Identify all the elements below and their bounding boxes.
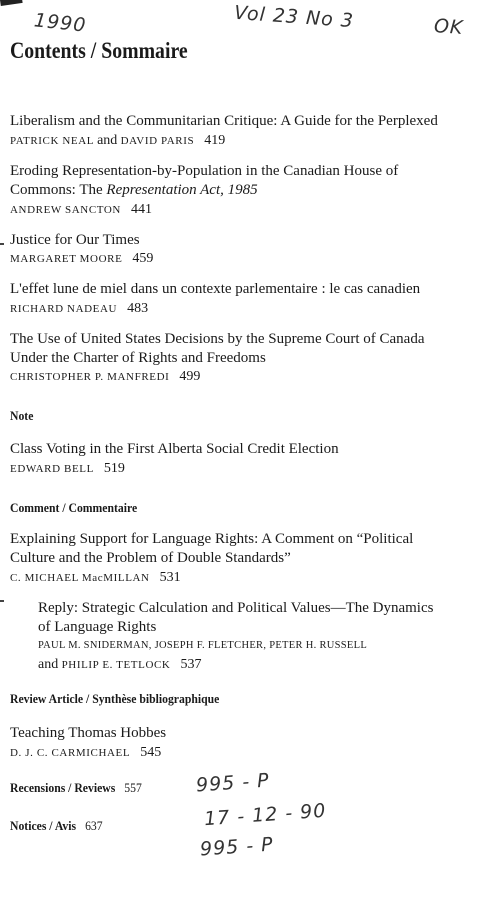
entry-title: Commons: The Representation Act, 1985 xyxy=(10,182,258,198)
section-heading-notices: Notices / Avis 637 xyxy=(10,818,103,833)
entry-page: 441 xyxy=(130,202,152,217)
entry-title: The Use of United States Decisions by the Supreme Court of Canada xyxy=(10,331,425,347)
reply-title: Reply: Strategic Calculation and Political Values—The Dynamics xyxy=(38,600,434,616)
entry-page: 459 xyxy=(132,251,154,266)
scan-edge-mark xyxy=(0,600,4,602)
entry-author: EDWARD BELL 519 xyxy=(10,461,125,476)
handwritten-year: 1990 xyxy=(32,9,88,37)
entry-page: 537 xyxy=(180,657,202,672)
section-heading-review: Review Article / Synthèse bibliographique xyxy=(10,691,220,706)
entry-author: D. J. C. CARMICHAEL 545 xyxy=(10,745,162,760)
reply-authors: PAUL M. SNIDERMAN, JOSEPH F. FLETCHER, PETER H. RUSSELL xyxy=(38,640,368,651)
handwritten-stamp: 995 - P xyxy=(199,833,275,861)
handwritten-volume: Vol 23 No 3 xyxy=(233,1,355,33)
scan-edge-mark xyxy=(0,243,4,245)
entry-title: Class Voting in the First Alberta Social Credit Election xyxy=(10,441,339,457)
reply-authors: and PHILIP E. TETLOCK 537 xyxy=(38,657,202,672)
reply-title: of Language Rights xyxy=(38,619,157,635)
entry-page: 519 xyxy=(103,461,125,476)
entry-page: 499 xyxy=(179,369,201,384)
handwritten-stamp: 995 - P xyxy=(195,769,271,797)
section-heading-comment: Comment / Commentaire xyxy=(10,500,138,515)
entry-title: Eroding Representation-by-Population in the Canadian House of xyxy=(10,163,399,179)
entry-page: 637 xyxy=(85,818,103,833)
entry-author: CHRISTOPHER P. MANFREDI 499 xyxy=(10,369,201,384)
entry-page: 483 xyxy=(127,301,149,316)
section-heading-note: Note xyxy=(10,408,34,423)
entry-author: C. MICHAEL MacMILLAN 531 xyxy=(10,570,181,585)
scan-mark xyxy=(0,0,23,6)
entry-title: L'effet lune de miel dans un contexte parlementaire : le cas canadien xyxy=(10,281,421,297)
entry-page: 545 xyxy=(140,745,162,760)
entry-page: 419 xyxy=(204,133,226,148)
entry-author: ANDREW SANCTON 441 xyxy=(10,202,152,217)
section-heading-reviews: Recensions / Reviews 557 xyxy=(10,780,142,795)
entry-title: Culture and the Problem of Double Standards” xyxy=(10,550,291,566)
page-title: Contents / Sommaire xyxy=(10,38,188,63)
entry-author: RICHARD NADEAU 483 xyxy=(10,301,149,316)
entry-author: MARGARET MOORE 459 xyxy=(10,251,154,266)
entry-page: 531 xyxy=(159,570,181,585)
entry-title: Teaching Thomas Hobbes xyxy=(10,725,167,741)
entry-title: Explaining Support for Language Rights: A Comment on “Political xyxy=(10,531,414,547)
entry-title: Justice for Our Times xyxy=(10,232,140,248)
entry-page: 557 xyxy=(124,780,142,795)
handwritten-date: 17 - 12 - 90 xyxy=(203,799,328,831)
entry-title: Liberalism and the Communitarian Critique: A Guide for the Perplexed xyxy=(10,113,438,129)
handwritten-ok: OK xyxy=(433,15,465,39)
entry-title: Under the Charter of Rights and Freedoms xyxy=(10,350,266,366)
entry-author: PATRICK NEAL and DAVID PARIS 419 xyxy=(10,133,226,148)
